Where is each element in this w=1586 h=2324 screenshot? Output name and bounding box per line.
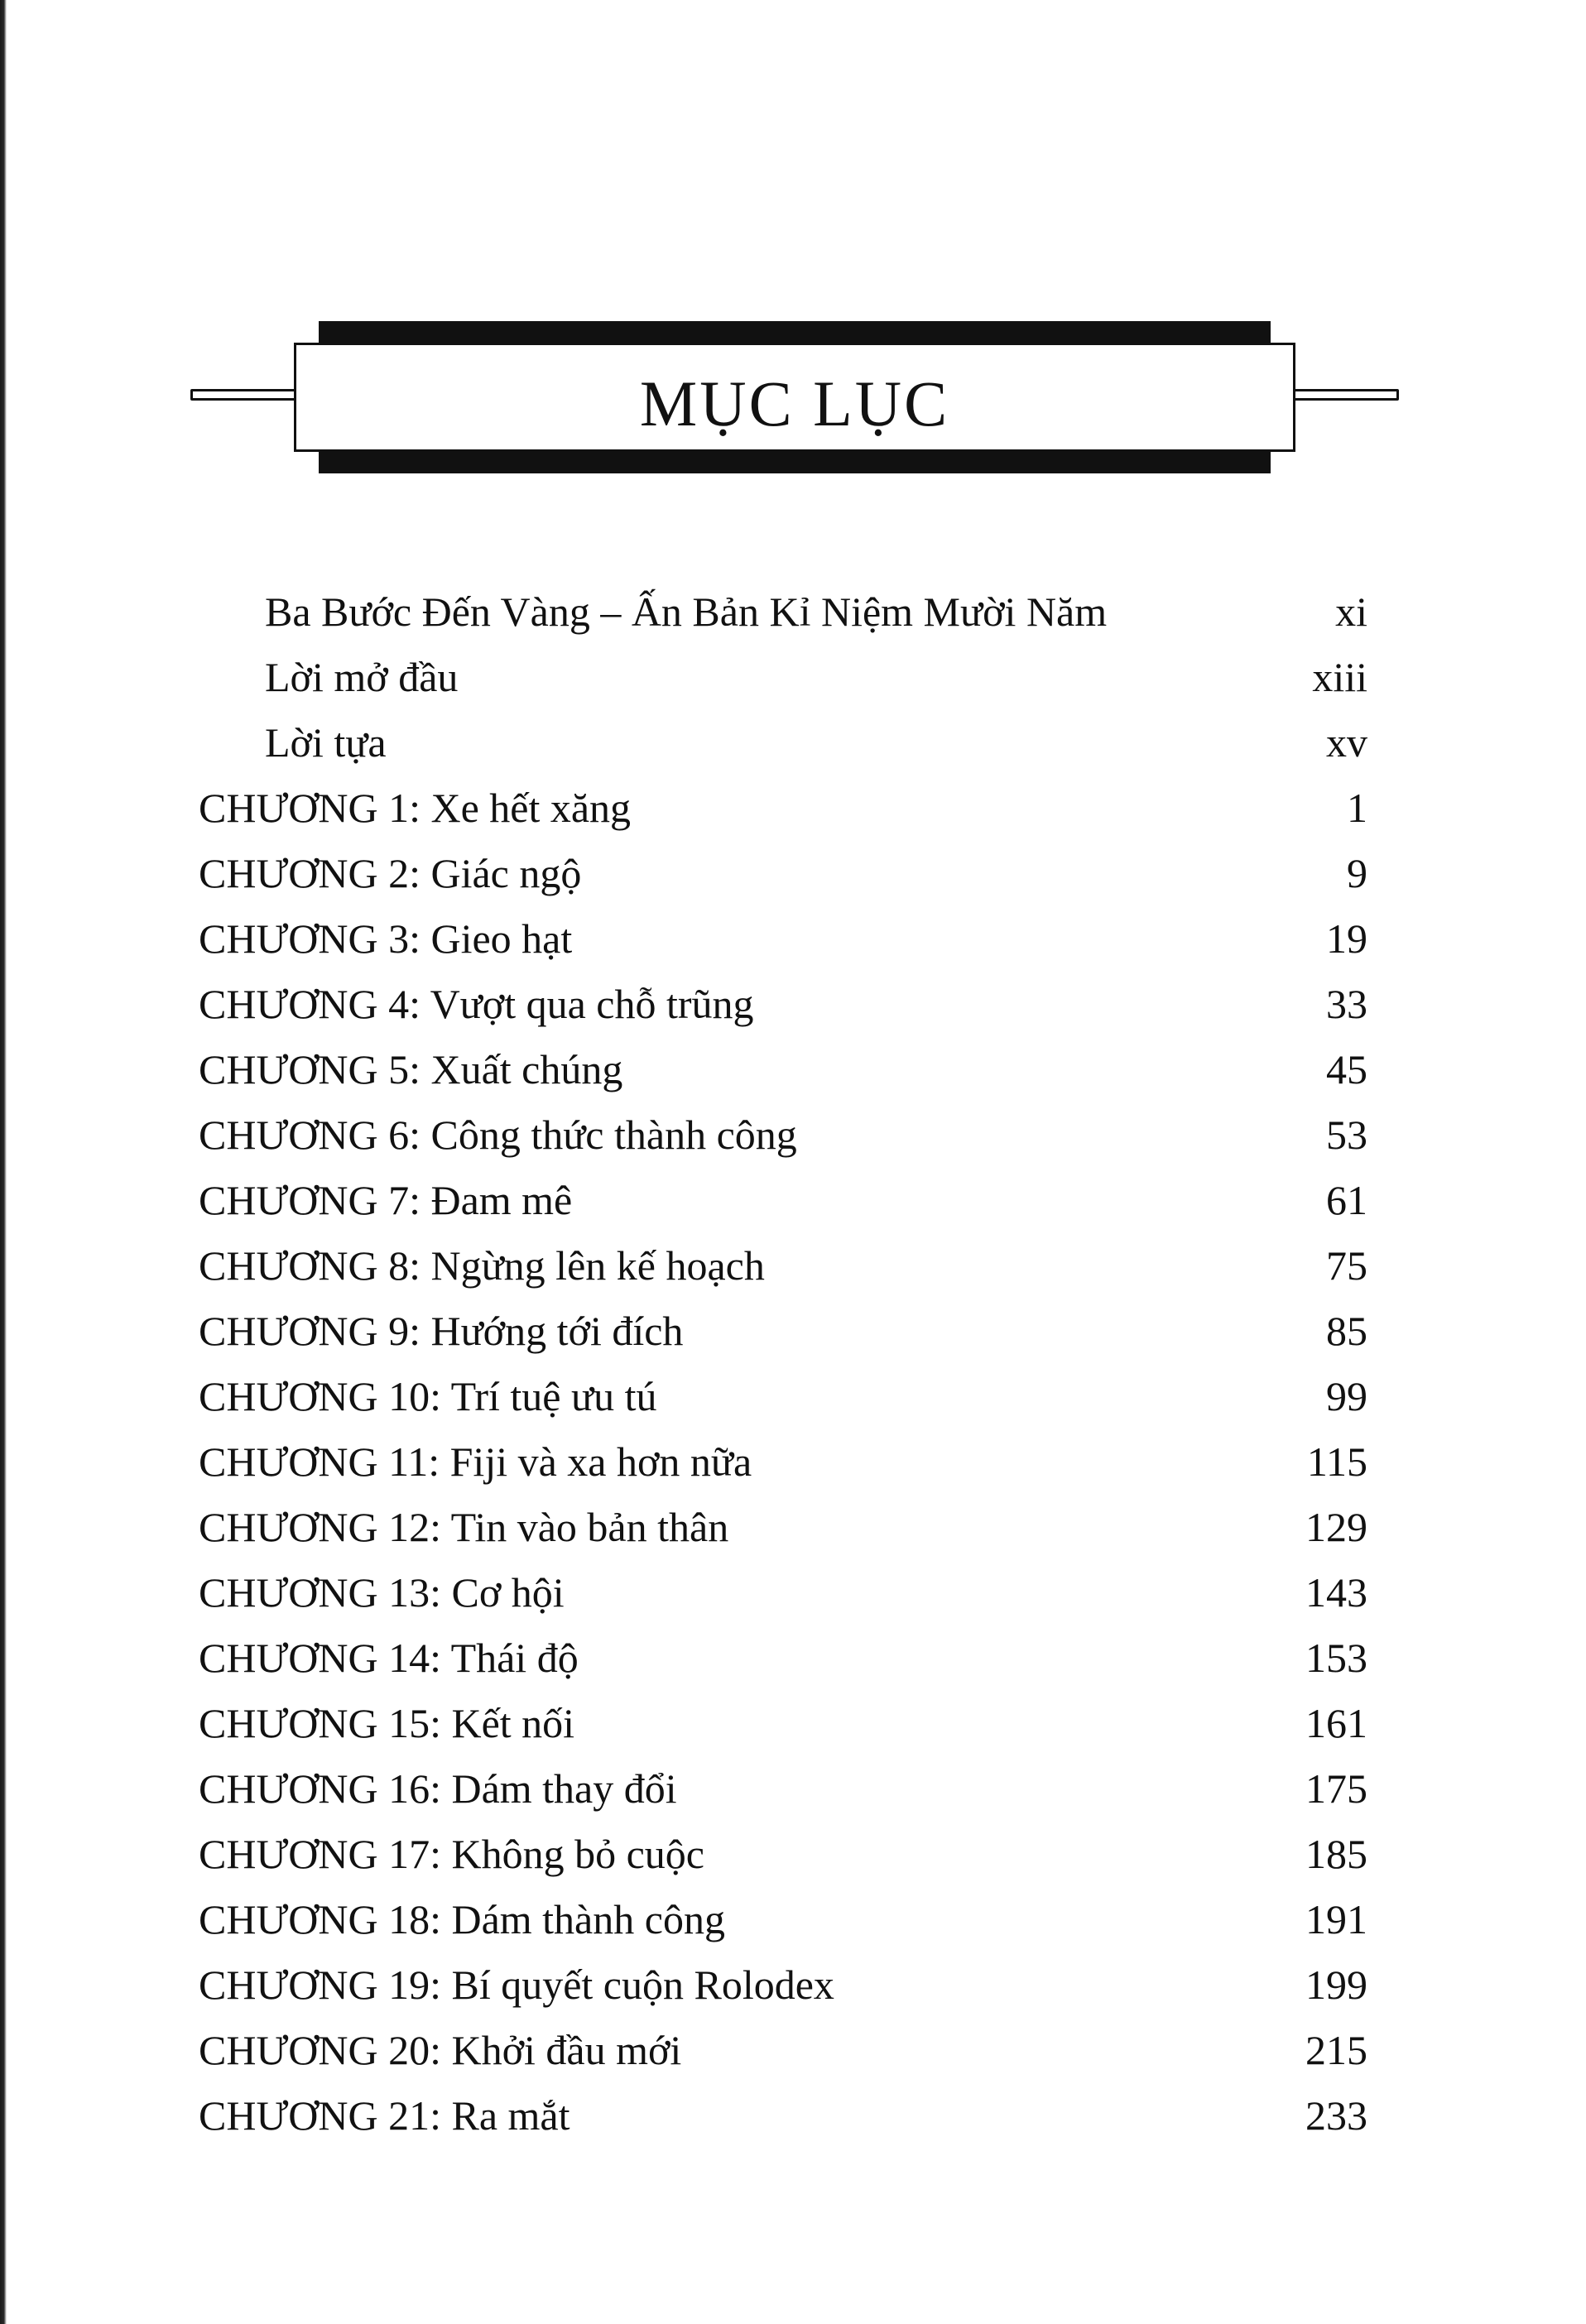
- toc-entry-title: CHƯƠNG 11: Fiji và xa hơn nữa: [199, 1438, 752, 1485]
- toc-entry[interactable]: [199, 1037, 1391, 1102]
- toc-entry-page: 153: [1305, 1635, 1367, 1681]
- toc-entry[interactable]: [199, 775, 1391, 841]
- toc-entry-title: CHƯƠNG 1: Xe hết xăng: [199, 785, 632, 831]
- toc-entry-page: xv: [1326, 719, 1367, 766]
- toc-entry[interactable]: [199, 1822, 1391, 1887]
- toc-entry-page: xi: [1335, 588, 1367, 635]
- toc-entry-page: 129: [1305, 1504, 1367, 1550]
- toc-entry-title: CHƯƠNG 21: Ra mắt: [199, 2092, 570, 2139]
- toc-entry[interactable]: [199, 2083, 1391, 2149]
- toc-entry-title: CHƯƠNG 8: Ngừng lên kế hoạch: [199, 1242, 765, 1289]
- toc-entry[interactable]: [199, 972, 1391, 1037]
- toc-entry-title: CHƯƠNG 15: Kết nối: [199, 1700, 575, 1746]
- toc-entry-page: 233: [1305, 2092, 1367, 2139]
- toc-entry-page: 115: [1306, 1438, 1367, 1485]
- toc-entry-title: CHƯƠNG 7: Đam mê: [199, 1177, 573, 1223]
- toc-entry-title: CHƯƠNG 6: Công thức thành công: [199, 1112, 797, 1158]
- toc-entry-page: xiii: [1312, 654, 1367, 700]
- toc-entry[interactable]: [199, 1364, 1391, 1429]
- toc-entry[interactable]: [199, 1429, 1391, 1495]
- toc-entry[interactable]: [199, 1560, 1391, 1625]
- toc-entry-title: Lời mở đầu: [265, 654, 459, 700]
- toc-entry-page: 99: [1326, 1373, 1367, 1419]
- toc-entry-page: 215: [1305, 2027, 1367, 2073]
- toc-entry[interactable]: [199, 906, 1391, 972]
- toc-entry[interactable]: [199, 2018, 1391, 2083]
- toc-entry-title: CHƯƠNG 12: Tin vào bản thân: [199, 1504, 729, 1550]
- toc-entry[interactable]: [199, 1168, 1391, 1233]
- toc-entry-page: 33: [1326, 981, 1367, 1027]
- toc-entry[interactable]: [199, 1756, 1391, 1822]
- toc-entry-title: CHƯƠNG 17: Không bỏ cuộc: [199, 1831, 704, 1877]
- toc-entry-page: 161: [1305, 1700, 1367, 1746]
- page-title: MỤC LỤC: [639, 367, 950, 439]
- toc-entry-page: 85: [1326, 1308, 1367, 1354]
- toc-entry-page: 19: [1326, 915, 1367, 962]
- toc-entry[interactable]: [199, 710, 1391, 775]
- toc-entry-title: CHƯƠNG 3: Gieo hạt: [199, 915, 573, 962]
- toc-entry-title: CHƯƠNG 20: Khởi đầu mới: [199, 2027, 682, 2073]
- toc-entry-title: CHƯƠNG 2: Giác ngộ: [199, 850, 582, 896]
- toc-entry-page: 199: [1305, 1961, 1367, 2008]
- toc-entry-title: CHƯƠNG 9: Hướng tới đích: [199, 1308, 684, 1354]
- toc-entry[interactable]: [199, 1495, 1391, 1560]
- table-of-contents: [199, 579, 1391, 2149]
- toc-entry[interactable]: [199, 1299, 1391, 1364]
- toc-entry-title: CHƯƠNG 5: Xuất chúng: [199, 1046, 623, 1092]
- toc-entry-page: 175: [1305, 1765, 1367, 1812]
- toc-entry[interactable]: [199, 1102, 1391, 1168]
- toc-entry[interactable]: [199, 1233, 1391, 1299]
- toc-entry[interactable]: [199, 645, 1391, 710]
- toc-entry-page: 61: [1326, 1177, 1367, 1223]
- toc-entry[interactable]: [199, 1691, 1391, 1756]
- toc-entry[interactable]: [199, 579, 1391, 645]
- toc-entry-page: 53: [1326, 1112, 1367, 1158]
- toc-entry-page: 143: [1305, 1569, 1367, 1616]
- title-banner: [190, 321, 1399, 487]
- book-spine-edge: [0, 0, 7, 2324]
- toc-entry-title: CHƯƠNG 13: Cơ hội: [199, 1569, 565, 1616]
- toc-entry[interactable]: [199, 1887, 1391, 1952]
- toc-entry-title: Lời tựa: [265, 719, 387, 766]
- toc-entry-title: CHƯƠNG 19: Bí quyết cuộn Rolodex: [199, 1961, 834, 2008]
- toc-entry[interactable]: [199, 841, 1391, 906]
- toc-entry-title: CHƯƠNG 10: Trí tuệ ưu tú: [199, 1373, 657, 1419]
- toc-entry-page: 191: [1305, 1896, 1367, 1942]
- toc-entry[interactable]: [199, 1952, 1391, 2018]
- toc-entry-title: CHƯƠNG 4: Vượt qua chỗ trũng: [199, 981, 754, 1027]
- toc-entry-page: 75: [1326, 1242, 1367, 1289]
- toc-entry-title: CHƯƠNG 18: Dám thành công: [199, 1896, 725, 1942]
- toc-entry-title: CHƯƠNG 16: Dám thay đổi: [199, 1765, 677, 1812]
- toc-entry-title: CHƯƠNG 14: Thái độ: [199, 1635, 579, 1681]
- toc-entry-page: 9: [1347, 850, 1367, 896]
- toc-entry-page: 185: [1305, 1831, 1367, 1877]
- toc-entry-page: 1: [1347, 785, 1367, 831]
- toc-entry-title: Ba Bước Đến Vàng – Ấn Bản Kỉ Niệm Mười Năm: [265, 588, 1108, 635]
- toc-entry[interactable]: [199, 1625, 1391, 1691]
- toc-entry-page: 45: [1326, 1046, 1367, 1092]
